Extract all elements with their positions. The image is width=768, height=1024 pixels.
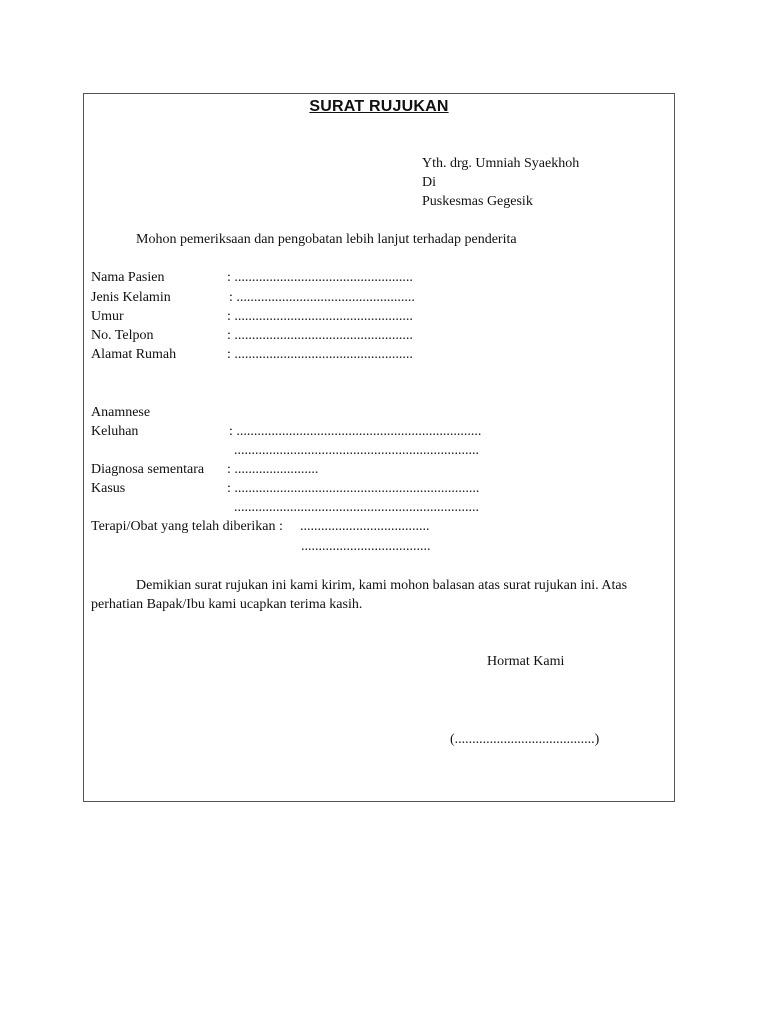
recipient-line-2: Di (422, 175, 436, 190)
field-label-umur: Umur (91, 309, 124, 324)
kasus-line-2: ...................................................................... (234, 500, 479, 515)
keluhan-line-2: ...................................................................... (234, 443, 479, 458)
terapi-line-1: ..................................... (300, 519, 430, 534)
terapi-line-2: ..................................... (301, 539, 431, 554)
closing-paragraph: Demikian surat rujukan ini kami kirim, kami mohon balasan atas surat rujukan ini. Atas perhatian Bapak/Ibu kami ucapkan terima kasih. (91, 578, 628, 612)
kasus-line-1: : ...................................................................... (227, 481, 480, 496)
terapi-label: Terapi/Obat yang telah diberikan : (91, 519, 283, 534)
kasus-label: Kasus (91, 481, 126, 496)
diagnosa-label: Diagnosa sementara (91, 462, 205, 477)
field-label-nama-pasien: Nama Pasien (91, 270, 165, 285)
signature-line: (........................................) (450, 732, 600, 747)
anamnese-label: Anamnese (91, 405, 151, 420)
field-value-nama-pasien: : ................................................... (227, 270, 413, 285)
field-label-jenis-kelamin: Jenis Kelamin (91, 290, 171, 305)
field-label-no-telpon: No. Telpon (91, 328, 154, 343)
sign-off: Hormat Kami (487, 654, 565, 669)
recipient-line-1: Yth. drg. Umniah Syaekhoh (422, 156, 580, 171)
intro-text: Mohon pemeriksaan dan pengobatan lebih lanjut terhadap penderita (136, 232, 517, 247)
field-value-no-telpon: : ................................................... (227, 328, 413, 343)
diagnosa-value: : ........................ (227, 462, 319, 477)
keluhan-label: Keluhan (91, 424, 139, 439)
field-value-jenis-kelamin: : ................................................... (229, 290, 415, 305)
letter-page (83, 93, 675, 802)
keluhan-line-1: : ...................................................................... (229, 424, 482, 439)
field-label-alamat-rumah: Alamat Rumah (91, 347, 177, 362)
recipient-line-3: Puskesmas Gegesik (422, 194, 533, 209)
field-value-alamat-rumah: : ................................................... (227, 347, 413, 362)
field-value-umur: : ................................................... (227, 309, 413, 324)
letter-title: SURAT RUJUKAN (309, 98, 449, 115)
